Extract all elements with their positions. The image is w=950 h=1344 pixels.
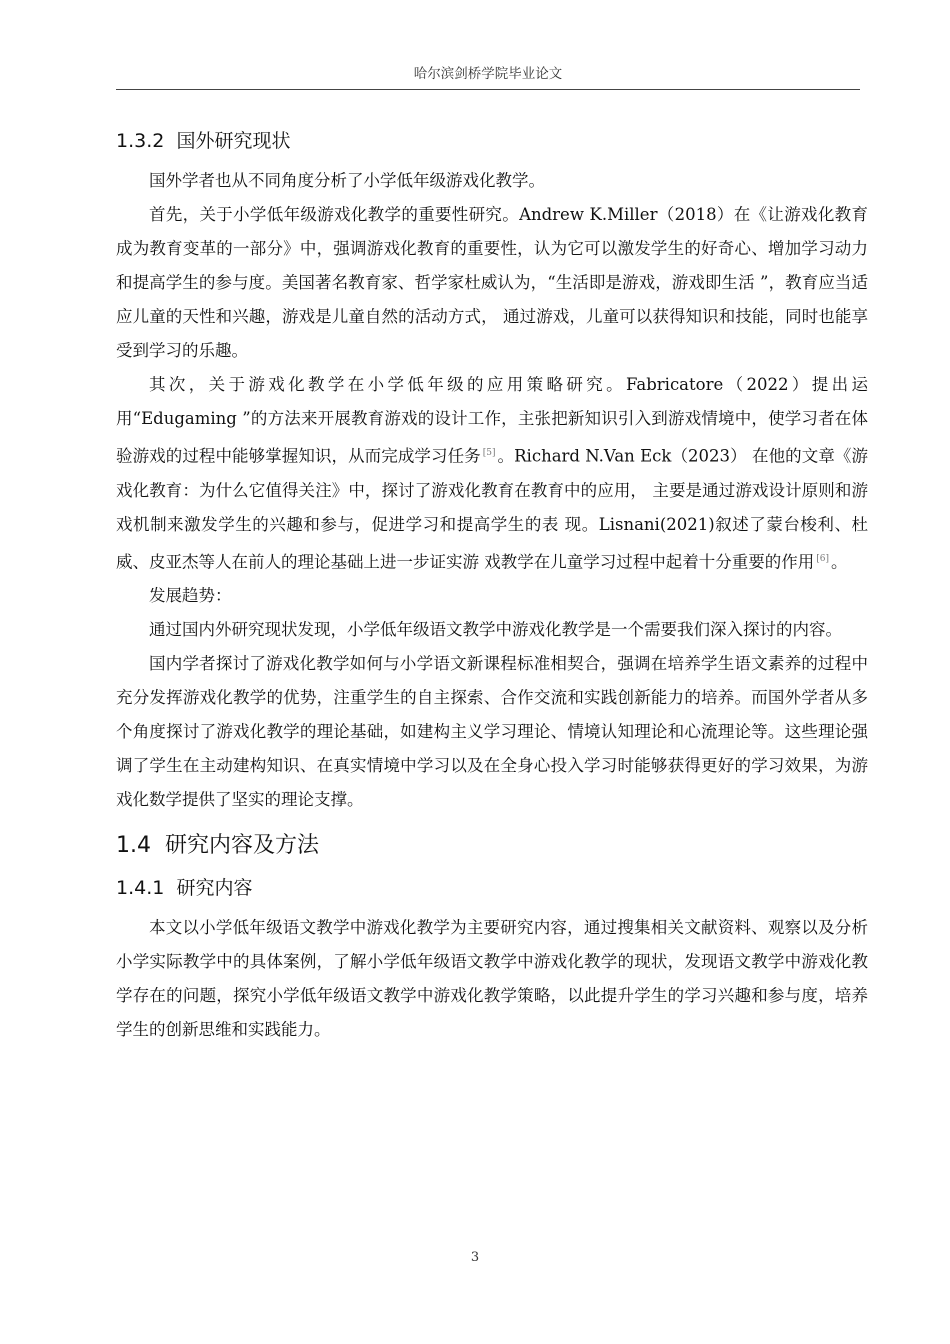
page-content [116, 122, 868, 1047]
trend-label: 发展趋势： [149, 586, 232, 605]
citation-ref: [5] [482, 448, 496, 458]
paragraph-text: 其次，关于游戏化教学在小学低年级的应用策略研究。Fabricatore（2022）提出运用“Edugaming ”的方法来开展教育游戏的设计工作，主张把新知识引入到游戏情境中，使学习者在体验游戏的过程中能够掌握知识，从而完成学习任务 [116, 375, 868, 466]
section-title: 研究内容 [176, 877, 253, 899]
paragraph-with-citations [116, 368, 868, 579]
paragraph-text: 。Richard N.Van Eck（2023） 在他的文章《游戏化教育：为什么它值得关注》中，探讨了游戏化教育在教育中的应用， 主要是通过游戏设计原则和游戏机制来激发学生的兴趣和参与，促进学习和提高学生的表 现。Lisnani(2021)叙述了蒙台梭利、杜威、皮亚杰等人在前人的理论基础上进一步证实游 戏教学在儿童学习过程中起着十分重要的作用 [116, 446, 868, 571]
section-heading-1-4 [116, 827, 868, 865]
paragraph-text: 。 [831, 552, 848, 571]
section-heading-1-4-1 [116, 871, 868, 905]
page-header: 哈尔滨剑桥学院毕业论文 [116, 62, 860, 90]
paragraph: 首先，关于小学低年级游戏化教学的重要性研究。Andrew K.Miller（2018）在《让游戏化教育成为教育变革的一部分》中，强调游戏化教育的重要性，认为它可以激发学生的好奇心、增加学习动力和提高学生的参与度。美国著名教育家、哲学家杜威认为，“生活即是游戏，游戏即生活 ”，教育应当适应儿童的天性和兴趣，游戏是儿童自然的活动方式， 通过游戏，儿童可以获得知识和技能，同时也能享受到学习的乐趣。 [116, 205, 868, 360]
section-title: 国外研究现状 [176, 130, 291, 152]
paragraph: 国内学者探讨了游戏化教学如何与小学语文新课程标准相契合，强调在培养学生语文素养的过程中充分发挥游戏化教学的优势，注重学生的自主探索、合作交流和实践创新能力的培养。而国外学者从多个角度探讨了游戏化教学的理论基础，如建构主义学习理论、情境认知理论和心流理论等。这些理论强调了学生在主动建构知识、在真实情境中学习以及在全身心投入学习时能够获得更好的学习效果，为游戏化数学提供了坚实的理论支撑。 [116, 654, 868, 809]
section-title: 研究内容及方法 [165, 833, 320, 858]
paragraph: 通过国内外研究现状发现，小学低年级语文教学中游戏化教学是一个需要我们深入探讨的内容。 [149, 620, 842, 639]
page-number: 3 [470, 1250, 480, 1265]
citation-ref: [6] [816, 553, 829, 564]
section-number: 1.4.1 [116, 877, 165, 899]
paragraph: 国外学者也从不同角度分析了小学低年级游戏化教学。 [149, 171, 545, 190]
paragraph: 本文以小学低年级语文教学中游戏化教学为主要研究内容，通过搜集相关文献资料、观察以及分析小学实际教学中的具体案例，了解小学低年级语文教学中游戏化教学的现状，发现语文教学中游戏化教学存在的问题，探究小学低年级语文教学中游戏化教学策略，以此提升学生的学习兴趣和参与度，培养学生的创新思维和实践能力。 [116, 918, 868, 1039]
section-heading-1-3-2 [116, 124, 868, 158]
section-number: 1.4 [116, 833, 151, 858]
section-number: 1.3.2 [116, 130, 165, 152]
